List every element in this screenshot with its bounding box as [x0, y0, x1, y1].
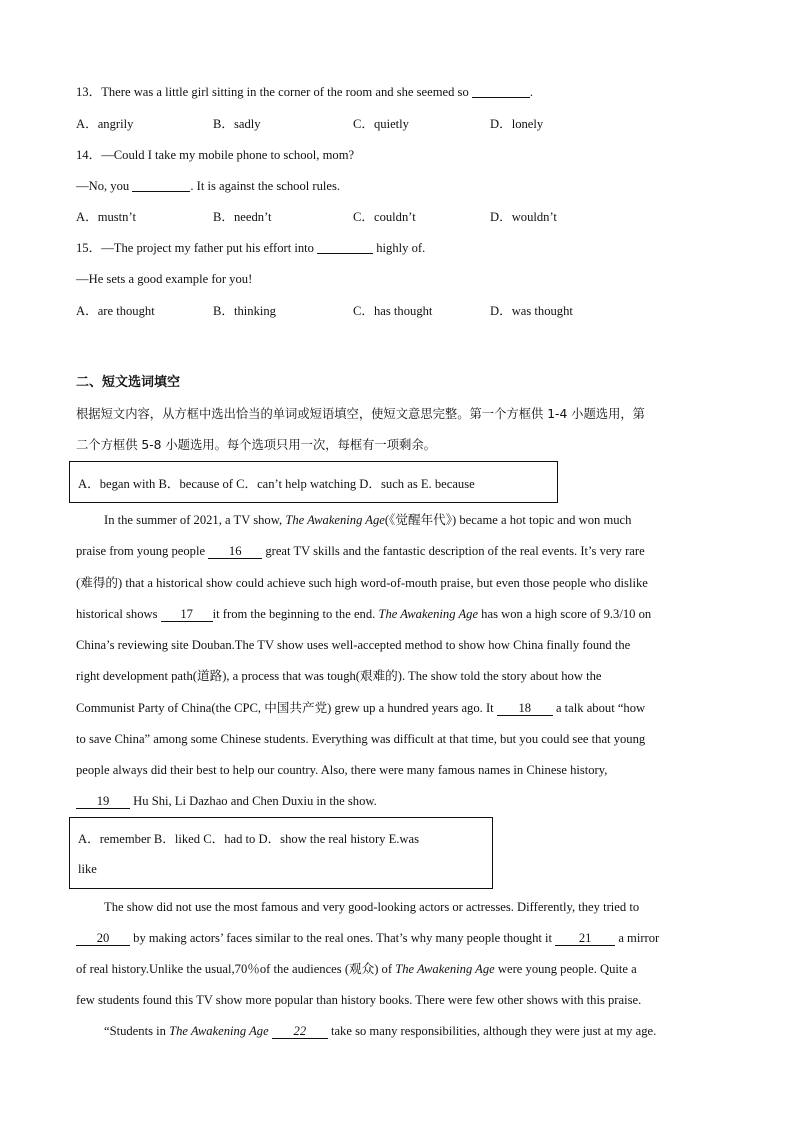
word-box-options: like: [78, 862, 97, 876]
passage-line: to save China” among some Chinese students. Everything was difficult at that time, but you could see that young: [76, 732, 646, 746]
option-d: D．wouldn’t: [490, 210, 557, 224]
show-title: The Awakening Age: [378, 607, 479, 621]
passage-line: few students found this TV show more popular than history books. There were few other shows with this praise.: [76, 993, 642, 1007]
question-stem: —Could I take my mobile phone to school, mom?: [101, 148, 355, 162]
passage-line: Communist Party of China(the CPC, 中国共产党) grew up a hundred years ago. It 18 a talk about “how: [76, 701, 646, 715]
word-box-2: [69, 817, 493, 889]
option-b: B．thinking: [213, 304, 276, 318]
section-instruction: 根据短文内容，从方框中选出恰当的单词或短语填空，使短文意思完整。第一个方框供 1-4 小题选用，第: [76, 407, 645, 421]
question-13: 13．There was a little girl sitting in the corner of the room and she seemed so .: [76, 85, 534, 99]
passage-line: 19 Hu Shi, Li Dazhao and Chen Duxiu in the show.: [76, 793, 377, 809]
show-title: The Awakening Age: [285, 513, 385, 527]
section-title: 二、短文选词填空: [76, 375, 181, 390]
blank-16: 16: [208, 544, 262, 559]
word-box-options: A．began with B．because of C．can’t help watching D．such as E. because: [78, 477, 475, 491]
passage-line: In the summer of 2021, a TV show, The Awakening Age(《觉醒年代》) became a hot topic and won much: [104, 513, 632, 527]
blank-17: 17: [161, 607, 213, 622]
blank-19: 19: [76, 794, 130, 809]
word-box-options: A．remember B．liked C．had to D．show the real history E.was: [78, 832, 420, 846]
passage-line: China’s reviewing site Douban.The TV show uses well-accepted method to show how China finally found the: [76, 638, 631, 652]
passage-line: praise from young people 16 great TV skills and the fantastic description of the real events. It’s very rare: [76, 544, 645, 558]
question-14: [76, 147, 354, 163]
passage-line: (难得的) that a historical show could achieve such high word-of-mouth praise, but even those people who dislike: [76, 576, 648, 590]
blank-20: 20: [76, 931, 130, 946]
answer-blank: [317, 240, 373, 254]
option-c: C．couldn’t: [353, 210, 416, 224]
passage-line: of real history.Unlike the usual,70％of the audiences (观众) of The Awakening Age were young people. Quite a: [76, 962, 637, 976]
option-c: C．has thought: [353, 304, 433, 318]
passage-line: people always did their best to help our country. Also, there were many famous names in Chinese history,: [76, 763, 608, 777]
word-box-1: [69, 461, 558, 503]
answer-blank: [472, 84, 530, 98]
passage-line: right development path(道路), a process that was tough(艰难的). The show told the story about how the: [76, 669, 602, 683]
passage-line: “Students in The Awakening Age 22 take so many responsibilities, although they were just at my age.: [104, 1024, 657, 1038]
question-number: 13．: [76, 85, 102, 99]
passage-line: 20 by making actors’ faces similar to the real ones. That’s why many people thought it 21 a mirror: [76, 930, 659, 946]
show-title: The Awakening Age: [169, 1024, 269, 1038]
question-number: 14．: [76, 148, 102, 162]
option-a: A．are thought: [76, 304, 155, 318]
section-instruction: 二个方框供 5-8 小题选用。每个选项只用一次，每框有一项剩余。: [76, 438, 436, 452]
option-b: B．sadly: [213, 117, 261, 131]
answer-blank: [132, 178, 190, 192]
question-15-reply: —He sets a good example for you!: [76, 272, 253, 286]
option-a: A．mustn’t: [76, 210, 136, 224]
question-15: 15．—The project my father put his effort into highly of.: [76, 241, 426, 255]
option-d: D．lonely: [490, 117, 544, 131]
blank-18: 18: [497, 701, 553, 716]
question-stem: There was a little girl sitting in the corner of the room and she seemed so: [101, 85, 472, 99]
question-14-reply: —No, you . It is against the school rules.: [76, 179, 341, 193]
option-d: D．was thought: [490, 304, 573, 318]
option-a: A．angrily: [76, 117, 134, 131]
show-title: The Awakening Age: [395, 962, 495, 976]
passage-line: historical shows 17 it from the beginning to the end. The Awakening Age has won a high score of 9.3/10 on: [76, 607, 652, 621]
blank-21: 21: [555, 931, 615, 946]
passage-line: The show did not use the most famous and very good-looking actors or actresses. Differently, they tried to: [104, 900, 640, 914]
question-number: 15．: [76, 241, 102, 255]
option-c: C．quietly: [353, 117, 409, 131]
option-b: B．needn’t: [213, 210, 272, 224]
blank-22: 22: [272, 1024, 328, 1039]
